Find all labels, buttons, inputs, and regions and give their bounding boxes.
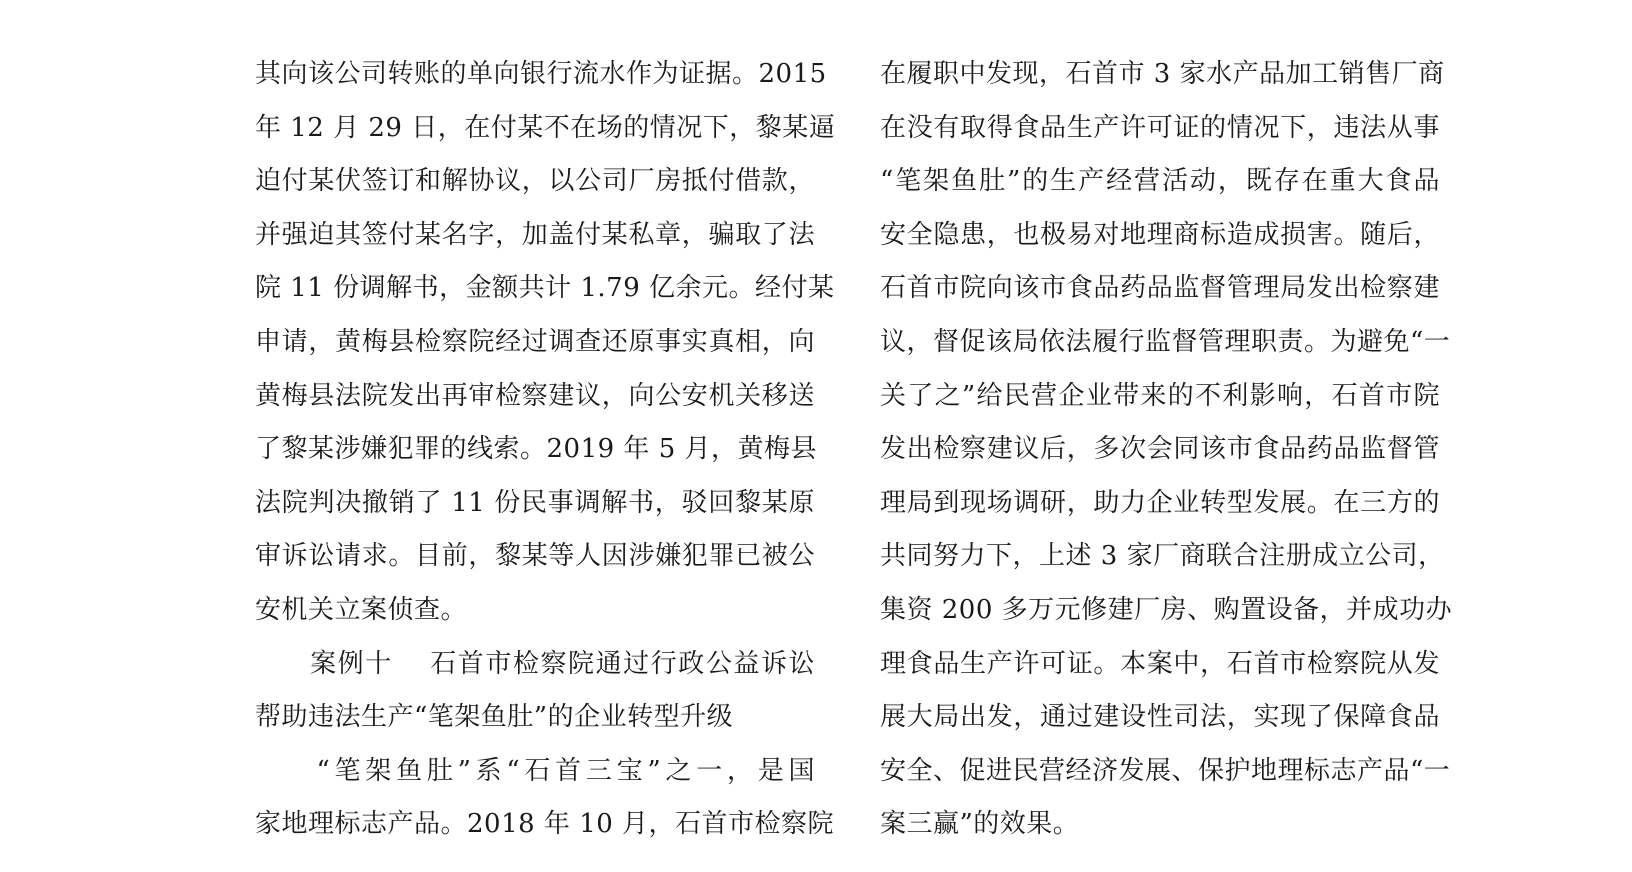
text-line: 安全、促进民营经济发展、保护地理标志产品“一 bbox=[880, 755, 1451, 786]
text-line: 理食品生产许可证。本案中，石首市检察院从发 bbox=[880, 648, 1440, 679]
text-line: 了黎某涉嫌犯罪的线索。2019 年 5 月，黄梅县 bbox=[255, 434, 818, 465]
text-line-paragraph-start: “笔架鱼肚”系“石首三宝”之一，是国 bbox=[255, 755, 815, 786]
text-line: “笔架鱼肚”的生产经营活动，既存在重大食品 bbox=[880, 166, 1440, 197]
text-line: 在履职中发现，石首市 3 家水产品加工销售厂商 bbox=[880, 59, 1445, 89]
case-ten-heading-line-2: 帮助违法生产“笔架鱼肚”的企业转型升级 bbox=[255, 702, 734, 733]
right-text-column bbox=[880, 48, 1453, 852]
text-line: 院 11 份调解书，金额共计 1.79 亿余元。经付某 bbox=[255, 273, 835, 304]
text-line: 关了之”给民营企业带来的不利影响，石首市院 bbox=[880, 380, 1440, 411]
text-line: 审诉讼请求。目前，黎某等人因涉嫌犯罪已被公 bbox=[255, 541, 815, 572]
left-text-column bbox=[255, 48, 836, 852]
text-line: 理局到现场调研，助力企业转型发展。在三方的 bbox=[880, 487, 1440, 518]
text-line: 年 12 月 29 日，在付某不在场的情况下，黎某逼 bbox=[255, 112, 836, 143]
text-line: 展大局出发，通过建设性司法，实现了保障食品 bbox=[880, 702, 1440, 733]
text-line: 共同努力下，上述 3 家厂商联合注册成立公司， bbox=[880, 541, 1445, 572]
text-line: 石首市院向该市食品药品监督管理局发出检察建 bbox=[880, 273, 1440, 304]
text-line: 安全隐患，也极易对地理商标造成损害。随后， bbox=[880, 219, 1440, 250]
text-line: 发出检察建议后，多次会同该市食品药品监督管 bbox=[880, 434, 1440, 465]
text-line: 其向该公司转账的单向银行流水作为证据。2015 bbox=[255, 59, 827, 89]
text-line: 集资 200 多万元修建厂房、购置设备，并成功办 bbox=[880, 594, 1453, 625]
text-line: 申请，黄梅县检察院经过调查还原事实真相，向 bbox=[255, 326, 815, 357]
text-line: 黄梅县法院发出再审检察建议，向公安机关移送 bbox=[255, 380, 815, 411]
text-line: 家地理标志产品。2018 年 10 月，石首市检察院 bbox=[255, 809, 835, 840]
text-line: 在没有取得食品生产许可证的情况下，违法从事 bbox=[880, 112, 1440, 143]
text-line: 议，督促该局依法履行监督管理职责。为避免“一 bbox=[880, 326, 1451, 357]
text-line-paragraph-end: 安机关立案侦查。 bbox=[255, 594, 468, 625]
text-line: 并强迫其签付某名字，加盖付某私章，骗取了法 bbox=[255, 219, 815, 250]
text-line: 迫付某伏签订和解协议，以公司厂房抵付借款， bbox=[255, 166, 815, 197]
case-ten-heading-line-1: 案例十 石首市检察院通过行政公益诉讼 bbox=[255, 648, 815, 679]
text-line-paragraph-end: 案三赢”的效果。 bbox=[880, 809, 1080, 840]
text-line: 法院判决撤销了 11 份民事调解书，驳回黎某原 bbox=[255, 487, 815, 518]
